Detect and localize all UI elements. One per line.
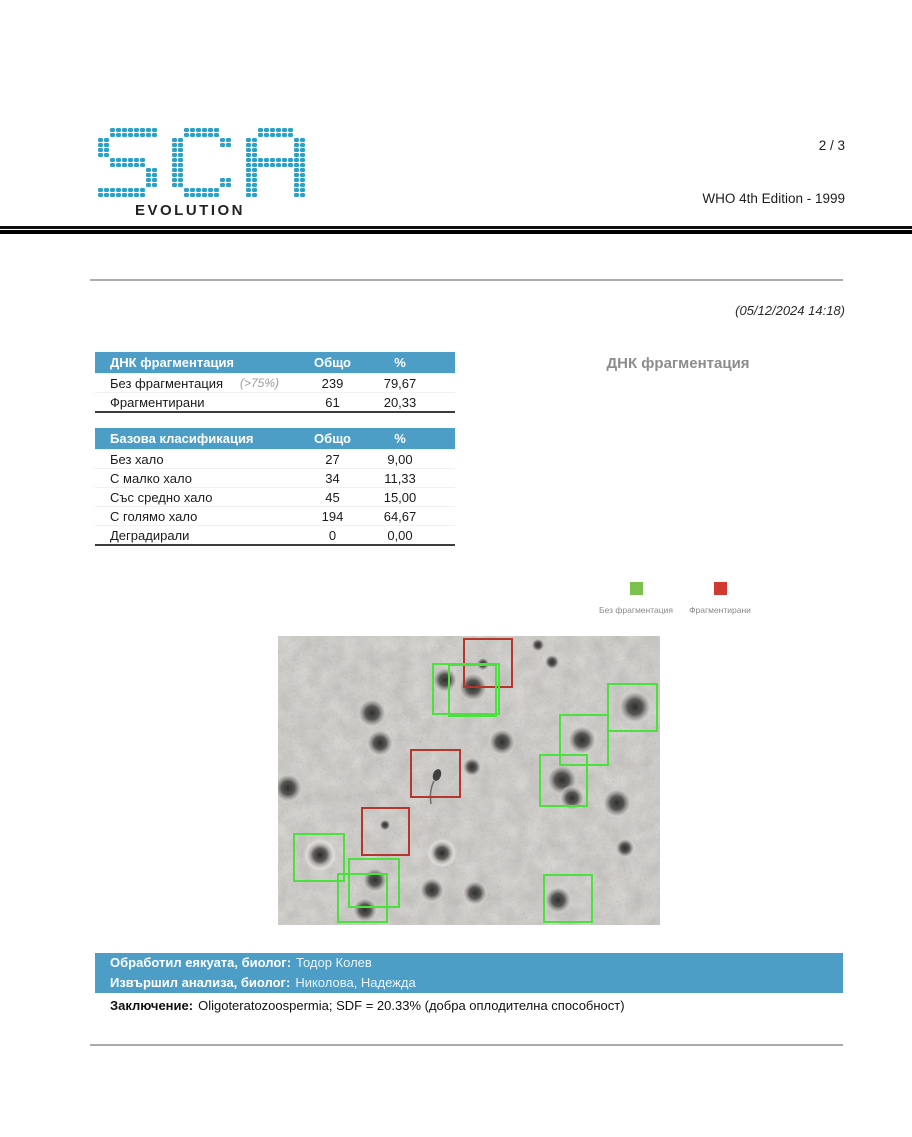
logo-dot — [110, 188, 115, 192]
logo-dot — [252, 158, 257, 162]
logo-dot — [270, 128, 275, 132]
processed-by-label: Обработил еякуата, биолог: — [110, 955, 292, 970]
logo-dot — [264, 158, 269, 162]
table-header — [95, 428, 455, 449]
row-label: Без фрагментация — [110, 376, 224, 391]
detection-box-fragmented — [410, 749, 461, 798]
logo-dot — [98, 138, 103, 142]
table-title: ДНК фрагментация — [110, 355, 235, 370]
logo-dot — [270, 158, 275, 162]
row-label: С голямо хало — [110, 509, 198, 524]
logo-dot — [140, 158, 145, 162]
logo-dot — [226, 143, 231, 147]
logo-dot — [276, 163, 281, 167]
logo-dot — [178, 153, 183, 157]
logo-dot — [282, 163, 287, 167]
logo-dot — [152, 183, 157, 187]
logo-dot — [252, 143, 257, 147]
logo-dot — [196, 128, 201, 132]
legend-item-fragmented — [674, 582, 766, 615]
logo-dot — [258, 133, 263, 137]
cell-total: 0 — [328, 528, 337, 543]
logo-dot — [134, 188, 139, 192]
logo-dot — [300, 138, 305, 142]
row-label: Деградирали — [110, 528, 190, 543]
logo-dot — [276, 128, 281, 132]
footer-biologist-block — [95, 953, 843, 993]
logo-dot — [178, 168, 183, 172]
conclusion-value: Oligoteratozoospermia; SDF = 20.33% (добра оплодителна способност) — [198, 998, 625, 1013]
logo-dot — [110, 128, 115, 132]
logo-dot — [146, 183, 151, 187]
logo-dot — [172, 143, 177, 147]
logo-dot — [146, 173, 151, 177]
row-note — [240, 469, 300, 487]
cell-percent: 0,00 — [387, 528, 413, 543]
cell-total: 45 — [325, 490, 340, 505]
logo-dot — [226, 178, 231, 182]
logo-dot — [252, 148, 257, 152]
logo-dot — [98, 193, 103, 197]
logo-dot — [276, 158, 281, 162]
logo-dot — [264, 128, 269, 132]
logo-dot — [178, 138, 183, 142]
logo-dot — [300, 168, 305, 172]
logo-dot — [300, 188, 305, 192]
logo-dot — [128, 193, 133, 197]
dna-fragmentation-table — [95, 352, 455, 413]
conclusion-label: Заключение: — [110, 998, 194, 1013]
logo-dot — [258, 163, 263, 167]
detection-box-ok — [448, 664, 497, 717]
logo-dot — [300, 158, 305, 162]
logo-dot — [152, 178, 157, 182]
logo-dot — [282, 128, 287, 132]
page-number: 2 / 3 — [818, 138, 845, 153]
logo-dot — [246, 138, 251, 142]
logo-evolution-label: EVOLUTION — [135, 202, 246, 219]
logo-dot — [152, 133, 157, 137]
logo-dot — [288, 128, 293, 132]
logo-dot — [300, 178, 305, 182]
logo-dot — [140, 193, 145, 197]
detection-box-ok — [607, 683, 658, 732]
logo-dot — [246, 148, 251, 152]
logo-dot — [282, 133, 287, 137]
cell-percent: 20,33 — [383, 395, 417, 410]
logo-dot — [98, 143, 103, 147]
section-divider-top — [90, 279, 843, 281]
cell-percent: 79,67 — [383, 376, 417, 391]
logo-dot — [252, 178, 257, 182]
logo-dot — [152, 173, 157, 177]
logo-dot — [178, 183, 183, 187]
logo-dot — [196, 188, 201, 192]
logo-dot — [172, 173, 177, 177]
table-header — [95, 352, 455, 373]
column-header-total: Общо — [314, 355, 351, 370]
logo-dot — [294, 153, 299, 157]
logo-dot — [122, 158, 127, 162]
logo-dot — [282, 158, 287, 162]
logo-dot — [146, 133, 151, 137]
logo-dot — [134, 128, 139, 132]
row-label: Със средно хало — [110, 490, 213, 505]
logo-dot — [226, 138, 231, 142]
legend-label: Без фрагментация — [599, 605, 673, 615]
logo-dot — [104, 153, 109, 157]
logo-dot — [134, 133, 139, 137]
logo-dot — [300, 153, 305, 157]
logo-dot — [122, 163, 127, 167]
table-row — [95, 449, 455, 468]
logo-dot — [110, 133, 115, 137]
logo-dot — [220, 178, 225, 182]
row-note — [240, 507, 300, 525]
microscopy-image — [278, 636, 660, 925]
column-header-total: Общо — [314, 431, 351, 446]
logo-dot — [294, 173, 299, 177]
row-note — [240, 450, 300, 468]
logo-dot — [134, 163, 139, 167]
logo-dot — [288, 158, 293, 162]
logo-dot — [172, 178, 177, 182]
logo-dot — [178, 143, 183, 147]
logo-dot — [116, 128, 121, 132]
row-note — [240, 393, 300, 411]
logo-dot — [140, 133, 145, 137]
logo-dot — [246, 143, 251, 147]
row-label: С малко хало — [110, 471, 192, 486]
logo-dot — [258, 128, 263, 132]
table-row — [95, 525, 455, 544]
logo-dot — [214, 188, 219, 192]
logo-dot — [146, 178, 151, 182]
logo-dot — [98, 188, 103, 192]
logo-dot — [246, 163, 251, 167]
logo-dot — [208, 133, 213, 137]
table-row — [95, 487, 455, 506]
logo-dot — [116, 133, 121, 137]
logo-dot — [116, 188, 121, 192]
analysed-by-label: Извършил анализа, биолог: — [110, 975, 291, 990]
logo-dot — [246, 193, 251, 197]
detection-box-ok — [337, 873, 388, 923]
logo-dot — [140, 163, 145, 167]
logo-letter-a — [246, 128, 306, 198]
logo-dot — [178, 163, 183, 167]
logo-dot — [294, 143, 299, 147]
logo-dot — [246, 173, 251, 177]
logo-dot — [110, 158, 115, 162]
logo-dot — [208, 193, 213, 197]
logo-dot — [116, 158, 121, 162]
logo-dot — [252, 163, 257, 167]
logo-dot — [294, 168, 299, 172]
logo-dot — [252, 183, 257, 187]
logo-dot — [300, 193, 305, 197]
logo-dot — [172, 153, 177, 157]
logo-dot — [252, 168, 257, 172]
conclusion-row — [95, 998, 843, 1013]
logo-dot — [172, 138, 177, 142]
logo-dot — [184, 188, 189, 192]
header-rule — [0, 226, 912, 234]
logo-dot — [294, 163, 299, 167]
report-datetime: (05/12/2024 14:18) — [735, 303, 845, 318]
logo-dot — [152, 128, 157, 132]
logo-dot — [104, 138, 109, 142]
logo-dot — [104, 188, 109, 192]
sca-logo — [98, 128, 308, 220]
logo-dot — [190, 188, 195, 192]
logo-dot — [178, 178, 183, 182]
cell-percent: 64,67 — [383, 509, 417, 524]
legend-red-swatch-icon — [714, 582, 727, 595]
cell-total: 194 — [321, 509, 344, 524]
chart-title: ДНК фрагментация — [606, 355, 750, 372]
logo-dot — [214, 128, 219, 132]
logo-dot — [202, 128, 207, 132]
logo-dot — [276, 133, 281, 137]
processed-by-value: Тодор Колев — [296, 955, 372, 970]
row-note: (>75%) — [240, 376, 280, 390]
logo-dot — [294, 188, 299, 192]
logo-dot — [122, 128, 127, 132]
logo-dot — [146, 128, 151, 132]
logo-dot — [252, 173, 257, 177]
logo-dot — [128, 158, 133, 162]
logo-dot — [172, 183, 177, 187]
logo-dot — [110, 193, 115, 197]
logo-dot — [128, 188, 133, 192]
logo-dot — [300, 148, 305, 152]
cell-percent: 9,00 — [387, 452, 413, 467]
cell-total: 239 — [321, 376, 344, 391]
logo-dot — [104, 193, 109, 197]
logo-dot — [196, 133, 201, 137]
logo-dot — [116, 163, 121, 167]
logo-dot — [294, 178, 299, 182]
logo-dot — [300, 143, 305, 147]
logo-dot — [288, 163, 293, 167]
logo-dot — [294, 138, 299, 142]
cell-percent: 11,33 — [384, 471, 416, 486]
logo-dot — [300, 163, 305, 167]
logo-dot — [128, 163, 133, 167]
logo-dot — [122, 133, 127, 137]
logo-dot — [184, 133, 189, 137]
row-label: Фрагментирани — [110, 395, 205, 410]
logo-dot — [270, 133, 275, 137]
detection-box-fragmented — [361, 807, 410, 856]
logo-dot — [172, 158, 177, 162]
logo-dot — [214, 193, 219, 197]
cell-percent: 15,00 — [383, 490, 417, 505]
row-label: Без хало — [110, 452, 164, 467]
logo-dot — [252, 193, 257, 197]
logo-dot — [288, 133, 293, 137]
logo-dot — [300, 183, 305, 187]
logo-dot — [134, 193, 139, 197]
logo-dot — [202, 133, 207, 137]
detection-box-ok — [539, 754, 588, 807]
logo-dot — [178, 148, 183, 152]
logo-dot — [98, 148, 103, 152]
logo-dot — [220, 138, 225, 142]
row-note — [240, 488, 300, 506]
logo-dot — [252, 138, 257, 142]
logo-dot — [300, 173, 305, 177]
logo-dot — [116, 193, 121, 197]
logo-dot — [172, 148, 177, 152]
logo-dot — [122, 188, 127, 192]
detection-box-ok — [543, 874, 593, 923]
logo-dot — [246, 168, 251, 172]
logo-dot — [220, 143, 225, 147]
logo-dot — [104, 143, 109, 147]
logo-dot — [270, 163, 275, 167]
logo-dot — [258, 158, 263, 162]
logo-dot — [246, 158, 251, 162]
logo-dot — [98, 153, 103, 157]
logo-dot — [190, 193, 195, 197]
logo-dot — [172, 168, 177, 172]
logo-dot — [190, 128, 195, 132]
table-row — [95, 506, 455, 525]
logo-dot — [246, 183, 251, 187]
legend-label: Фрагментирани — [689, 605, 751, 615]
logo-dot — [294, 193, 299, 197]
logo-dot — [128, 133, 133, 137]
logo-dot — [172, 163, 177, 167]
logo-dot — [184, 128, 189, 132]
logo-dot — [252, 153, 257, 157]
logo-dot — [294, 148, 299, 152]
section-divider-bottom — [90, 1044, 843, 1046]
logo-dot — [226, 183, 231, 187]
logo-dot — [264, 163, 269, 167]
analysed-by-value: Николова, Надежда — [295, 975, 416, 990]
logo-dot — [264, 133, 269, 137]
column-header-percent: % — [394, 431, 406, 446]
logo-dot — [208, 128, 213, 132]
cell-total: 34 — [325, 471, 340, 486]
table-row — [95, 373, 455, 392]
logo-dot — [104, 148, 109, 152]
cell-total: 61 — [325, 395, 340, 410]
processed-by-row — [95, 953, 843, 973]
logo-dot — [190, 133, 195, 137]
logo-dot — [110, 163, 115, 167]
logo-dot — [208, 188, 213, 192]
logo-dot — [246, 188, 251, 192]
logo-dot — [246, 153, 251, 157]
logo-dot — [128, 128, 133, 132]
analysed-by-row — [95, 973, 843, 993]
logo-dot — [140, 188, 145, 192]
table-row — [95, 392, 455, 411]
row-note — [240, 526, 300, 544]
edition-label: WHO 4th Edition - 1999 — [702, 191, 845, 206]
logo-letter-c — [172, 128, 232, 198]
logo-dot — [184, 193, 189, 197]
logo-dot — [294, 183, 299, 187]
logo-dot — [252, 188, 257, 192]
logo-dot — [122, 193, 127, 197]
logo-dot — [246, 178, 251, 182]
logo-dot — [178, 158, 183, 162]
logo-dot — [134, 158, 139, 162]
column-header-percent: % — [394, 355, 406, 370]
logo-dot — [178, 173, 183, 177]
logo-dot — [220, 183, 225, 187]
logo-dot — [140, 128, 145, 132]
logo-dot — [202, 188, 207, 192]
logo-dot — [214, 133, 219, 137]
table-title: Базова класификация — [110, 431, 254, 446]
logo-dot — [146, 168, 151, 172]
logo-dot — [202, 193, 207, 197]
base-classification-table — [95, 428, 455, 546]
logo-dot — [196, 193, 201, 197]
table-row — [95, 468, 455, 487]
logo-letter-s — [98, 128, 158, 198]
logo-dot — [294, 158, 299, 162]
logo-dot — [152, 168, 157, 172]
cell-total: 27 — [325, 452, 340, 467]
legend-green-swatch-icon — [630, 582, 643, 595]
